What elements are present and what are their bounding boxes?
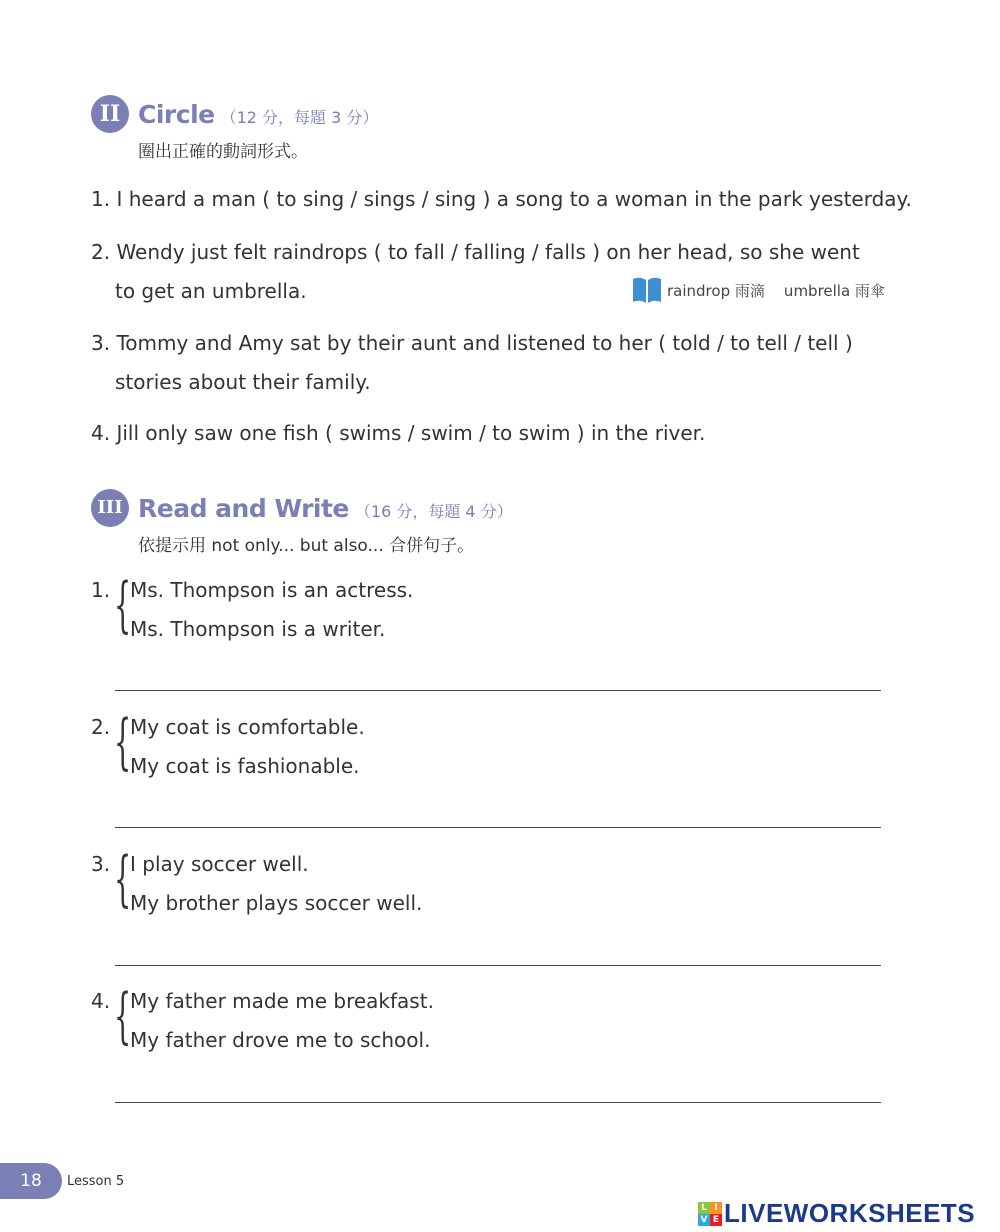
sentence-b: My coat is fashionable. xyxy=(130,754,360,778)
question-number: 3. xyxy=(91,331,111,355)
glossary xyxy=(632,276,885,304)
question-text[interactable]: Tommy and Amy sat by their aunt and listened to her ( told / to tell / tell ) xyxy=(116,331,853,355)
question-number: 1. xyxy=(91,578,111,602)
sentence-a: Ms. Thompson is an actress. xyxy=(130,578,414,602)
circle-question-2 xyxy=(91,240,860,264)
book-icon xyxy=(632,276,662,304)
circle-question-3 xyxy=(91,331,853,355)
page-number: 18 xyxy=(0,1163,62,1199)
section-2-instruction: 圈出正確的動詞形式。 xyxy=(138,142,308,162)
logo-icon xyxy=(698,1202,722,1226)
brace: { xyxy=(114,981,132,1051)
lesson-label: Lesson 5 xyxy=(67,1174,125,1189)
sentence-a: My coat is comfortable. xyxy=(130,715,365,739)
question-number: 2. xyxy=(91,715,111,739)
brand-name: LIVEWORKSHEETS xyxy=(724,1198,976,1228)
section-3-points: （16 分，每題 4 分） xyxy=(354,502,513,521)
sentence-b: My brother plays soccer well. xyxy=(130,891,423,915)
question-number: 4. xyxy=(91,421,111,445)
glossary-text: raindrop 雨滴 umbrella 雨傘 xyxy=(667,281,885,300)
logo-letter: L xyxy=(698,1202,710,1214)
question-number: 2. xyxy=(91,240,111,264)
circle-question-1 xyxy=(91,187,912,211)
brace: { xyxy=(114,707,132,777)
section-2-numeral: II xyxy=(91,95,129,133)
section-3-instruction: 依提示用 not only... but also... 合併句子。 xyxy=(138,536,475,556)
question-number: 1. xyxy=(91,187,111,211)
question-number: 3. xyxy=(91,852,111,876)
section-2-title: Circle xyxy=(138,100,215,129)
sentence-b: Ms. Thompson is a writer. xyxy=(130,617,386,641)
section-3-heading xyxy=(138,494,513,523)
section-3-title: Read and Write xyxy=(138,494,349,523)
section-2-heading xyxy=(138,100,378,129)
answer-line-1[interactable] xyxy=(115,690,881,691)
question-text-continued: to get an umbrella. xyxy=(115,279,307,303)
answer-line-2[interactable] xyxy=(115,827,881,828)
question-text[interactable]: Wendy just felt raindrops ( to fall / falling / falls ) on her head, so she went xyxy=(116,240,860,264)
question-text-continued: stories about their family. xyxy=(115,370,371,394)
brace: { xyxy=(114,844,132,914)
sentence-a: I play soccer well. xyxy=(130,852,309,876)
answer-line-4[interactable] xyxy=(115,1102,881,1103)
sentence-b: My father drove me to school. xyxy=(130,1028,431,1052)
liveworksheets-logo[interactable] xyxy=(698,1198,975,1229)
section-2-points: （12 分，每題 3 分） xyxy=(220,108,379,127)
brace: { xyxy=(114,570,132,640)
question-number: 4. xyxy=(91,989,111,1013)
sentence-a: My father made me breakfast. xyxy=(130,989,434,1013)
question-text[interactable]: Jill only saw one fish ( swims / swim / to swim ) in the river. xyxy=(116,421,706,445)
logo-letter: E xyxy=(710,1214,722,1226)
logo-letter: V xyxy=(698,1214,710,1226)
question-text[interactable]: I heard a man ( to sing / sings / sing ) a song to a woman in the park yesterday. xyxy=(116,187,912,211)
section-3-numeral: III xyxy=(91,489,129,527)
logo-letter: I xyxy=(710,1202,722,1214)
circle-question-4 xyxy=(91,421,705,445)
answer-line-3[interactable] xyxy=(115,965,881,966)
